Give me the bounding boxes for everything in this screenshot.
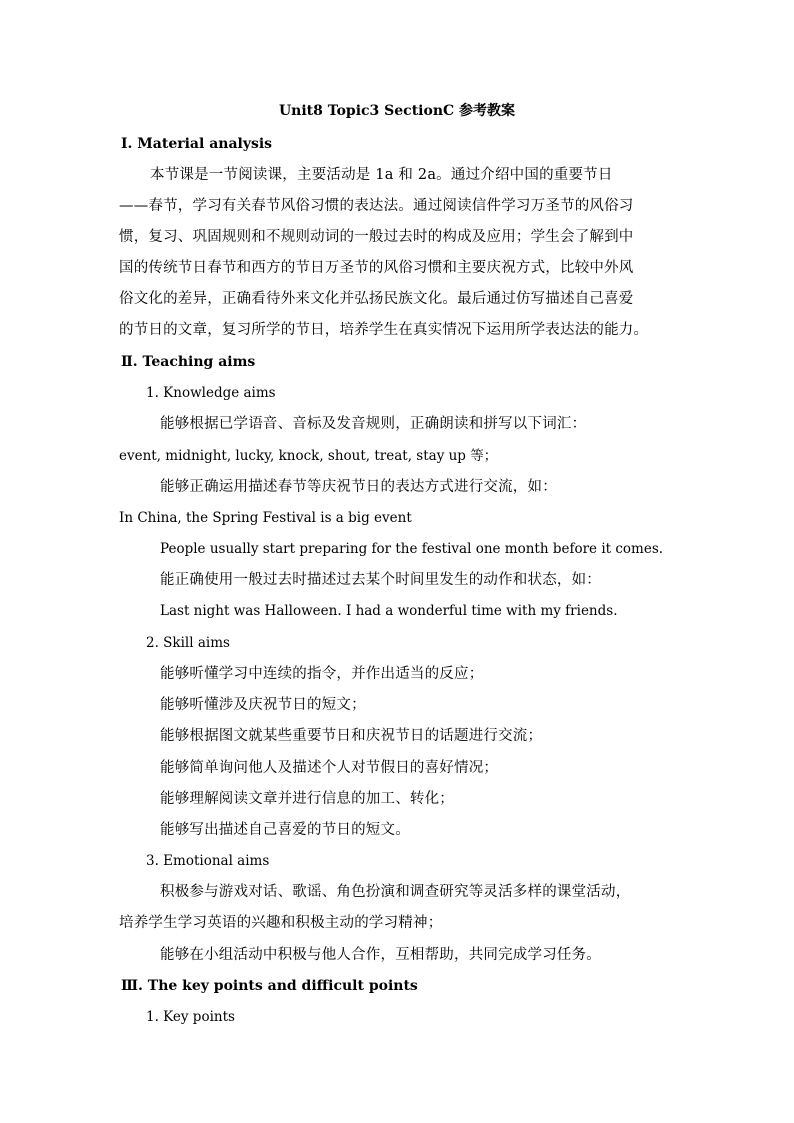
paragraph-line: 本节课是一节阅读课，主要活动是 1a 和 2a。通过介绍中国的重要节日 (150, 167, 613, 183)
paragraph-line: 惯，复习、巩固规则和不规则动词的一般过去时的构成及应用；学生会了解到中 (119, 229, 634, 245)
paragraph-line: 国的传统节日春节和西方的节日万圣节的风俗习惯和主要庆祝方式，比较中外风 (119, 260, 634, 276)
paragraph-line: 能够写出描述自己喜爱的节日的短文。 (160, 822, 410, 838)
paragraph-line: 能够听懂学习中连续的指令，并作出适当的反应； (160, 666, 484, 682)
subsection-label-skill: 2. Skill aims (146, 635, 230, 651)
section-heading-teaching-aims: Ⅱ. Teaching aims (121, 354, 256, 370)
paragraph-line: 能够正确运用描述春节等庆祝节日的表达方式进行交流，如： (160, 479, 557, 495)
paragraph-line: 的节日的文章，复习所学的节日，培养学生在真实情况下运用所学表达法的能力。 (119, 322, 649, 338)
section-heading-key-points: Ⅲ. The key points and difficult points (121, 978, 418, 994)
example-sentence: In China, the Spring Festival is a big event (119, 510, 412, 526)
paragraph-line: 能够根据已学语音、音标及发音规则，正确朗读和拼写以下词汇： (160, 416, 587, 432)
example-sentence: Last night was Halloween. I had a wonderful time with my friends. (160, 603, 618, 619)
document-title: Unit8 Topic3 SectionC 参考教案 (278, 103, 516, 119)
paragraph-line: ——春节，学习有关春节风俗习惯的表达法。通过阅读信件学习万圣节的风俗习 (119, 198, 634, 214)
paragraph-line: 培养学生学习英语的兴趣和积极主动的学习精神； (119, 915, 443, 931)
example-sentence: People usually start preparing for the festival one month before it comes. (160, 541, 664, 557)
paragraph-line: 能正确使用一般过去时描述过去某个时间里发生的动作和状态，如： (160, 572, 601, 588)
subsection-label-emotional: 3. Emotional aims (146, 853, 270, 869)
subsection-label-knowledge: 1. Knowledge aims (146, 385, 276, 401)
paragraph-line: 能够简单询问他人及描述个人对节假日的喜好情况； (160, 760, 499, 776)
paragraph-line: 能够根据图文就某些重要节日和庆祝节日的话题进行交流； (160, 728, 543, 744)
subsection-label-key-points: 1. Key points (146, 1009, 235, 1025)
paragraph-line: 能够在小组活动中积极与他人合作，互相帮助，共同完成学习任务。 (160, 947, 601, 963)
section-heading-material-analysis: Ⅰ. Material analysis (121, 136, 273, 152)
paragraph-line: 能够理解阅读文章并进行信息的加工、转化； (160, 791, 454, 807)
paragraph-line: 俗文化的差异，正确看待外来文化并弘扬民族文化。最后通过仿写描述自己喜爱 (119, 291, 634, 307)
paragraph-line: 积极参与游戏对话、歌谣、角色扮演和调查研究等灵活多样的课堂活动， (160, 884, 631, 900)
paragraph-line: 能够听懂涉及庆祝节日的短文； (160, 697, 366, 713)
vocabulary-line: event, midnight, lucky, knock, shout, treat, stay up 等； (119, 448, 498, 464)
